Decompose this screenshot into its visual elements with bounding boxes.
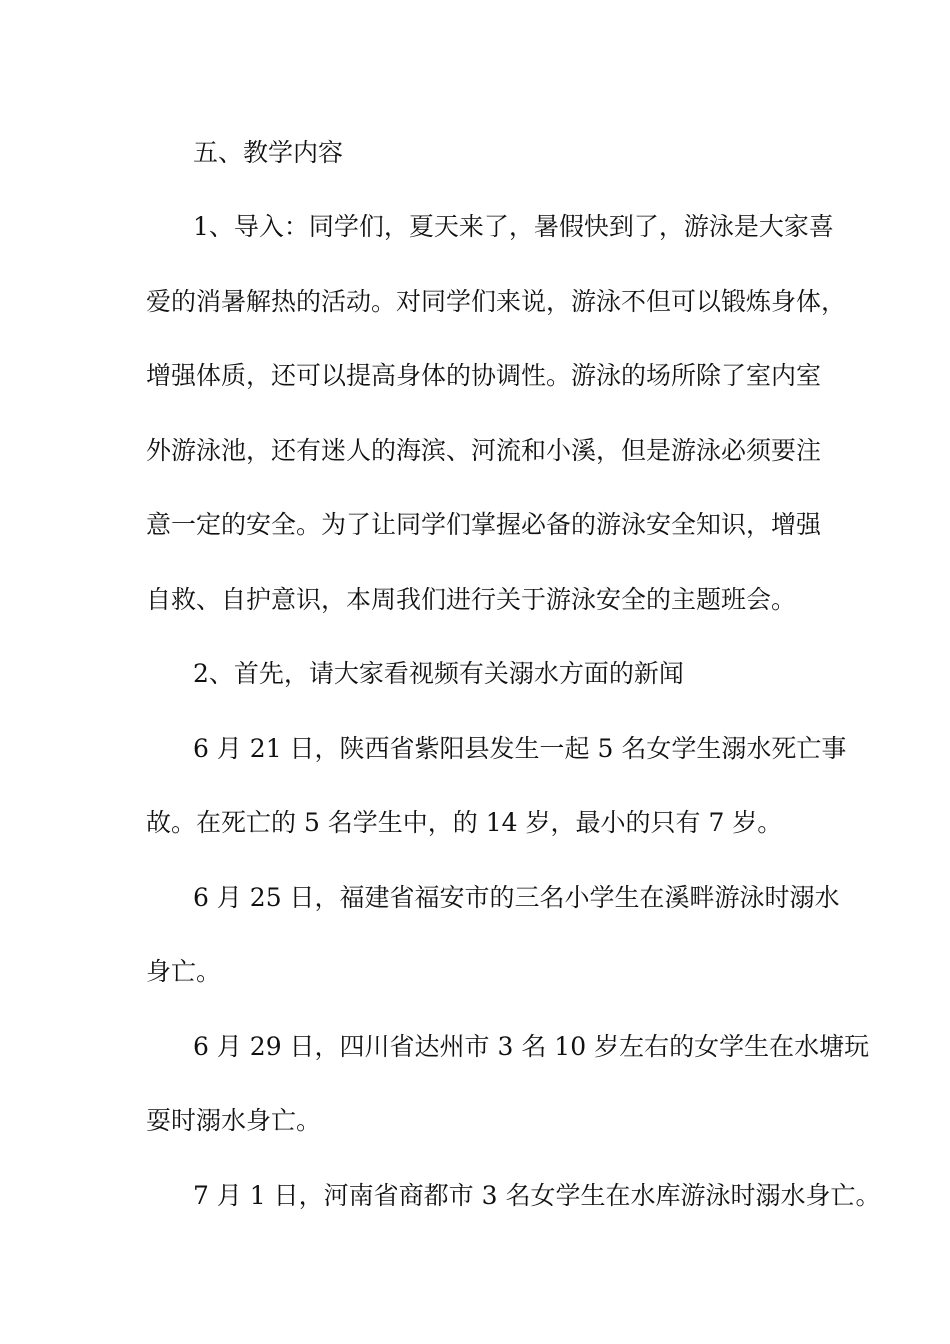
paragraph-line: 1、导入：同学们，夏天来了，暑假快到了，游泳是大家喜 [193,212,834,241]
paragraph-line: 6 月 25 日，福建省福安市的三名小学生在溪畔游泳时溺水 [193,883,840,912]
paragraph-line: 身亡。 [146,957,222,986]
paragraph-line: 自救、自护意识，本周我们进行关于游泳安全的主题班会。 [146,585,797,614]
paragraph-line: 2、首先，请大家看视频有关溺水方面的新闻 [193,659,684,688]
paragraph-line: 爱的消暑解热的活动。对同学们来说，游泳不但可以锻炼身体， [146,287,847,316]
paragraph-line: 6 月 29 日，四川省达州市 3 名 10 岁左右的女学生在水塘玩 [193,1032,870,1061]
paragraph-line: 耍时溺水身亡。 [146,1106,322,1135]
paragraph-line: 外游泳池，还有迷人的海滨、河流和小溪，但是游泳必须要注 [146,436,822,465]
paragraph-line: 故。在死亡的 5 名学生中，的 14 岁，最小的只有 7 岁。 [146,808,783,837]
paragraph-line: 6 月 21 日，陕西省紫阳县发生一起 5 名女学生溺水死亡事 [193,734,847,763]
paragraph-line: 增强体质，还可以提高身体的协调性。游泳的场所除了室内室 [146,361,822,390]
section-heading: 五、教学内容 [193,138,344,167]
paragraph-line: 7 月 1 日，河南省商都市 3 名女学生在水库游泳时溺水身亡。 [193,1181,881,1210]
paragraph-line: 意一定的安全。为了让同学们掌握必备的游泳安全知识，增强 [146,510,822,539]
